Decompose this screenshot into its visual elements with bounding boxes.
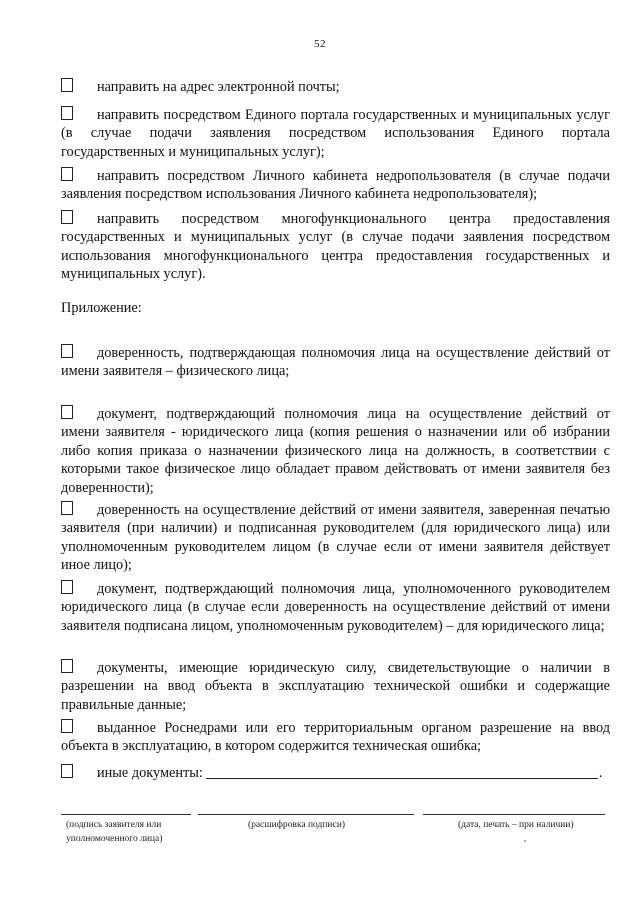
checkbox[interactable]: [61, 501, 73, 515]
option-personal-cabinet: [61, 167, 610, 204]
scan-artifact: [524, 840, 526, 842]
option-text: направить посредством Личного кабинета недропользователя (в случае подачи заявления посредством использования Личного кабинета недропользователя);: [61, 168, 610, 203]
checkbox[interactable]: [61, 106, 73, 120]
option-text: направить посредством Единого портала государственных и муниципальных услуг (в случае подачи заявления посредством использования Единого портала государственных и муниципальных услуг);: [61, 107, 610, 160]
other-documents-item: [61, 764, 610, 782]
signature-caption: (подпись заявителя или уполномоченного лица): [66, 820, 163, 844]
decryption-line[interactable]: [198, 814, 414, 815]
checkbox[interactable]: [61, 764, 73, 778]
attachment-text: документ, подтверждающий полномочия лица, уполномоченного руководителем юридического лица (в случае если доверенность на осуществление действий от имени заявителя подписана лицом, уполномоченным руководителем) – для юридического лица;: [61, 581, 610, 634]
attachment-item: [61, 580, 610, 635]
checkbox[interactable]: [61, 167, 73, 181]
attachment-text: доверенность, подтверждающая полномочия лица на осуществление действий от имени заявителя – физического лица;: [61, 345, 610, 380]
attachment-item: [61, 501, 610, 575]
date-line[interactable]: [423, 814, 605, 815]
signature-line[interactable]: [61, 814, 191, 815]
decryption-caption: (расшифровка подписи): [248, 820, 345, 830]
checkbox[interactable]: [61, 719, 73, 733]
attachment-item: [61, 719, 610, 756]
checkbox[interactable]: [61, 405, 73, 419]
checkbox[interactable]: [61, 659, 73, 673]
attachment-item: [61, 659, 610, 714]
date-caption: (дата, печать – при наличии): [458, 820, 574, 830]
attachment-item: [61, 344, 610, 381]
other-documents-label: иные документы:: [97, 765, 203, 781]
option-mfc: [61, 210, 610, 284]
option-email: [61, 78, 610, 96]
attachment-text: документы, имеющие юридическую силу, свидетельствующие о наличии в разрешении на ввод объекта в эксплуатацию технической ошибки и содержащие правильные данные;: [61, 660, 610, 713]
other-documents-end: .: [598, 765, 603, 781]
attachment-item: [61, 405, 610, 497]
attachment-text: доверенность на осуществление действий от имени заявителя, заверенная печатью заявителя (при наличии) и подписанная руководителем (для юридического лица) или уполномоченным руководителем лицом (в случае если от имени заявителя действует иное лицо);: [61, 502, 610, 574]
option-gosuslugi: [61, 106, 610, 161]
attachment-text: выданное Роснедрами или его территориальным органом разрешение на ввод объекта в эксплуатацию, в котором содержится техническая ошибка;: [61, 720, 610, 755]
option-text: направить посредством многофункционального центра предоставления государственных и муниципальных услуг (в случае подачи заявления посредством использования многофункционального центра предоставления государственных и муниципальных услуг).: [61, 211, 610, 283]
checkbox[interactable]: [61, 78, 73, 92]
checkbox[interactable]: [61, 210, 73, 224]
attachment-text: документ, подтверждающий полномочия лица на осуществление действий от имени заявителя - юридического лица (копия решения о назначении или об избрании либо копия приказа о назначении физического лица на должность, в соответствии с которыми такое физическое лицо обладает правом действовать от имени заявителя без доверенности);: [61, 406, 610, 496]
checkbox[interactable]: [61, 344, 73, 358]
other-documents-field[interactable]: [206, 764, 598, 779]
option-text: направить на адрес электронной почты;: [97, 79, 340, 95]
checkbox[interactable]: [61, 580, 73, 594]
page-number: 52: [314, 38, 326, 50]
attachments-heading: Приложение:: [61, 300, 142, 316]
